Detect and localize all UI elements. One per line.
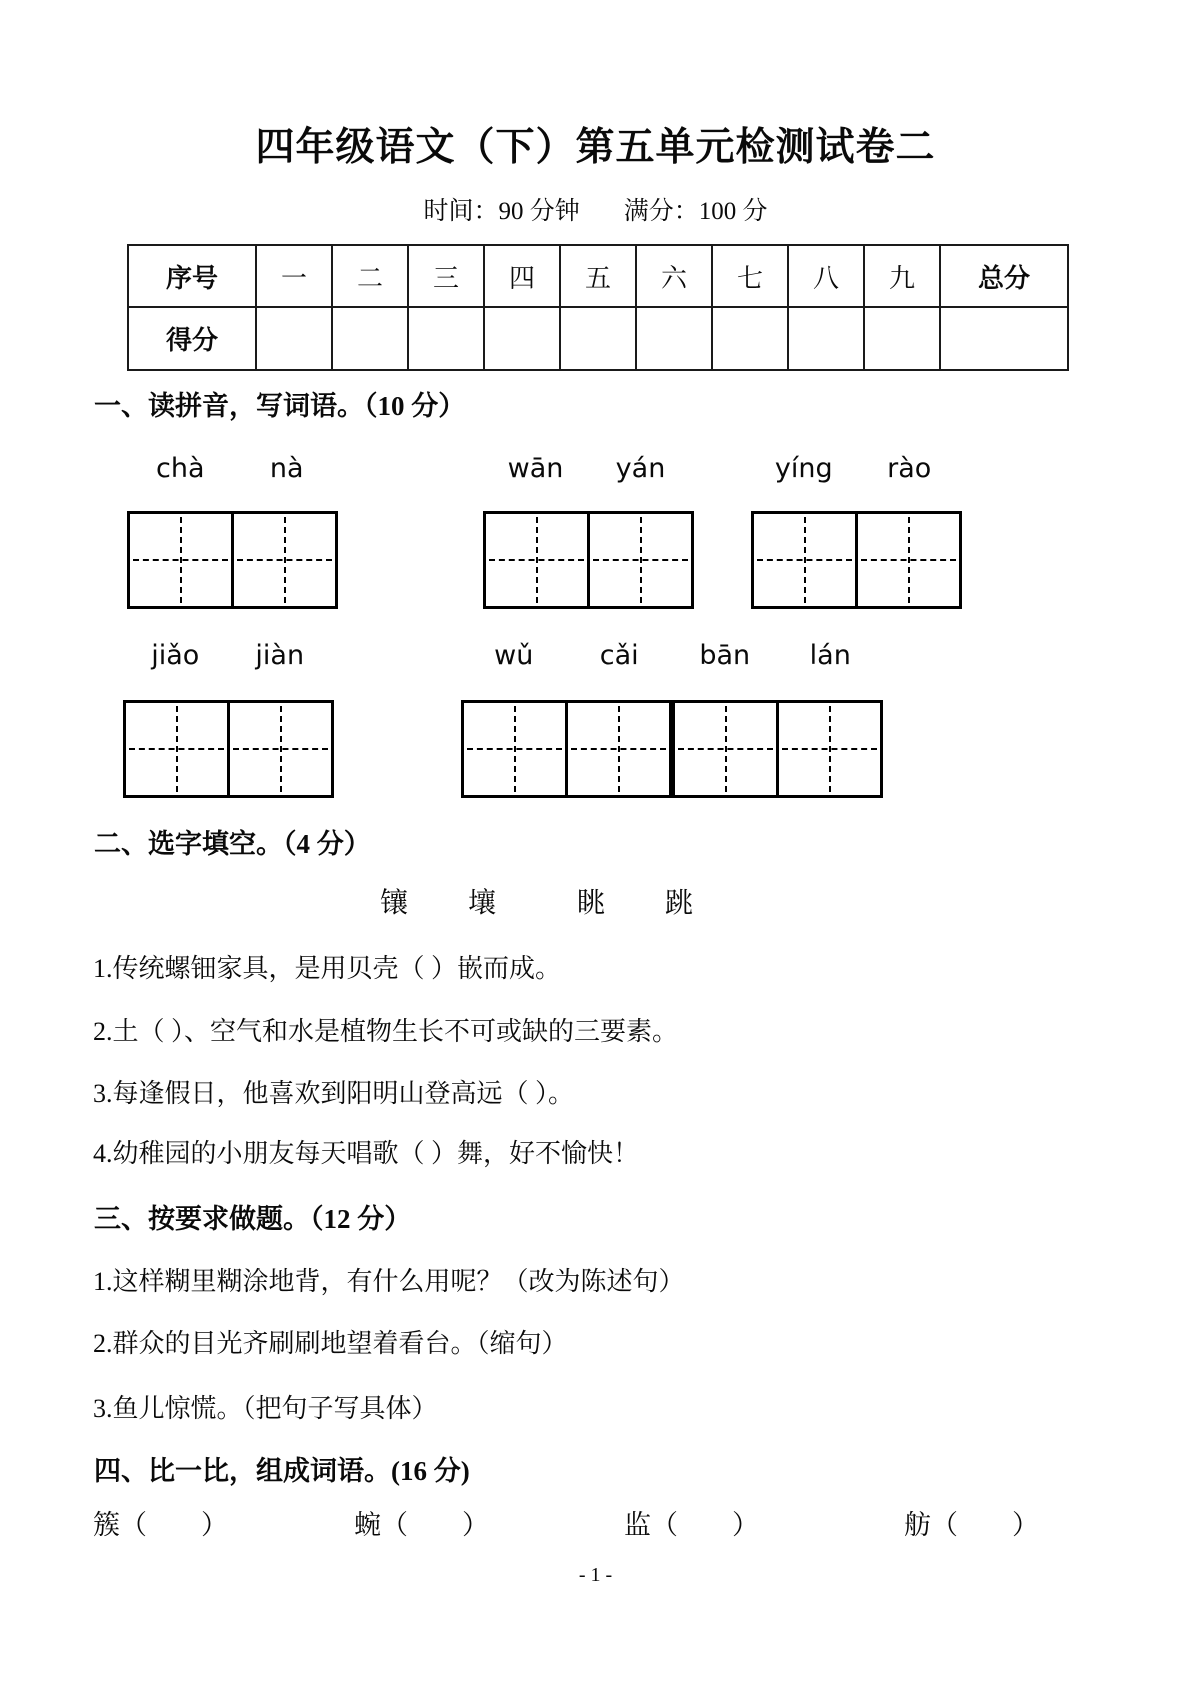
section-2-heading: 二、选字填空。（4 分） (94, 829, 371, 859)
full-score-label: 满分：100 分 (623, 198, 768, 225)
writing-box (587, 514, 691, 606)
pinyin-label: bān (699, 640, 751, 671)
choice-character: 壤 (468, 888, 497, 919)
score-table-col: 七 (712, 245, 788, 307)
pinyin-label: cǎi (599, 640, 639, 671)
writing-grid-group-pair (461, 700, 883, 798)
pinyin-label: lán (809, 640, 851, 671)
pinyin-label: yán (615, 453, 666, 484)
pinyin-group (461, 641, 883, 671)
horizontal-guide-line (571, 748, 666, 750)
time-label: 时间：90 分钟 (423, 198, 580, 225)
choice-character: 眺 (577, 888, 606, 919)
writing-grid-group (672, 700, 883, 798)
question-item: 3.每逢假日，他喜欢到阳明山登高远（ ）。 (93, 1079, 575, 1108)
question-item: 1.这样糊里糊涂地背，有什么用呢？（改为陈述句） (93, 1267, 685, 1296)
score-table-col: 九 (864, 245, 940, 307)
writing-grid-group (751, 511, 962, 609)
score-table-col-label: 序号 (128, 245, 256, 307)
writing-grid-group (127, 511, 338, 609)
section-3-heading: 三、按要求做题。（12 分） (94, 1204, 412, 1234)
score-table-col: 六 (636, 245, 712, 307)
word-blank: 舫（ ） (904, 1510, 1039, 1540)
pinyin-label: nà (269, 453, 304, 484)
writing-box (227, 703, 331, 795)
writing-box (776, 703, 880, 795)
horizontal-guide-line (133, 559, 228, 561)
score-table-header-row (128, 245, 1068, 307)
pinyin-label: yíng (774, 453, 833, 484)
writing-grid-group (483, 511, 694, 609)
writing-box (486, 514, 587, 606)
score-cell (864, 307, 940, 370)
score-cell (484, 307, 560, 370)
writing-box (855, 514, 959, 606)
page-number: - 1 - (578, 1564, 613, 1586)
score-table-col: 四 (484, 245, 560, 307)
word-blank: 监（ ） (624, 1510, 759, 1540)
word-blank: 簇（ ） (93, 1510, 228, 1540)
score-cell (788, 307, 864, 370)
score-table-score-row (128, 307, 1068, 370)
question-item: 2.土（ ）、空气和水是植物生长不可或缺的三要素。 (93, 1017, 679, 1046)
score-cell (636, 307, 712, 370)
score-cell (408, 307, 484, 370)
score-cell (256, 307, 332, 370)
pinyin-label: jiàn (255, 640, 305, 671)
score-row-label: 得分 (128, 307, 256, 370)
question-item: 1.传统螺钿家具，是用贝壳（ ）嵌而成。 (93, 954, 562, 983)
horizontal-guide-line (489, 559, 584, 561)
writing-box (231, 514, 335, 606)
choice-character: 镶 (380, 888, 409, 919)
score-table-col: 一 (256, 245, 332, 307)
score-cell (712, 307, 788, 370)
pinyin-label: jiǎo (151, 640, 200, 671)
word-blank: 蜿（ ） (354, 1510, 489, 1540)
question-item: 4.幼稚园的小朋友每天唱歌（ ）舞，好不愉快！ (93, 1139, 640, 1168)
score-table-col-total: 总分 (940, 245, 1068, 307)
score-cell (332, 307, 408, 370)
horizontal-guide-line (237, 559, 332, 561)
score-table-col: 八 (788, 245, 864, 307)
pinyin-label: chà (155, 453, 205, 484)
horizontal-guide-line (593, 559, 688, 561)
section-1-heading: 一、读拼音，写词语。（10 分） (94, 391, 466, 421)
pinyin-group (751, 454, 962, 484)
horizontal-guide-line (861, 559, 956, 561)
pinyin-group (483, 454, 693, 484)
score-table-col: 五 (560, 245, 636, 307)
choice-character: 跳 (665, 888, 694, 919)
section-4-heading: 四、比一比，组成词语。(16 分) (94, 1456, 470, 1486)
horizontal-guide-line (233, 748, 328, 750)
writing-box (126, 703, 227, 795)
writing-box (464, 703, 565, 795)
writing-box (565, 703, 669, 795)
score-cell (940, 307, 1068, 370)
writing-grid-group (123, 700, 334, 798)
pinyin-group (123, 641, 332, 671)
question-item: 3.鱼儿惊慌。（把句子写具体） (93, 1394, 438, 1423)
horizontal-guide-line (757, 559, 852, 561)
question-item: 2.群众的目光齐刷刷地望着看台。（缩句） (93, 1329, 568, 1358)
score-table (127, 244, 1069, 371)
horizontal-guide-line (678, 748, 773, 750)
writing-box (675, 703, 776, 795)
pinyin-label: wān (507, 453, 564, 484)
pinyin-label: rào (887, 453, 932, 484)
horizontal-guide-line (129, 748, 224, 750)
writing-grid-group (461, 700, 672, 798)
horizontal-guide-line (782, 748, 877, 750)
doc-subtitle (0, 196, 1191, 228)
score-cell (560, 307, 636, 370)
score-table-col: 三 (408, 245, 484, 307)
writing-box (130, 514, 231, 606)
pinyin-group (127, 454, 340, 484)
pinyin-label: wǔ (494, 640, 534, 671)
horizontal-guide-line (467, 748, 562, 750)
writing-box (754, 514, 855, 606)
score-table-col: 二 (332, 245, 408, 307)
page-title: 四年级语文（下）第五单元检测试卷二 (255, 126, 936, 169)
